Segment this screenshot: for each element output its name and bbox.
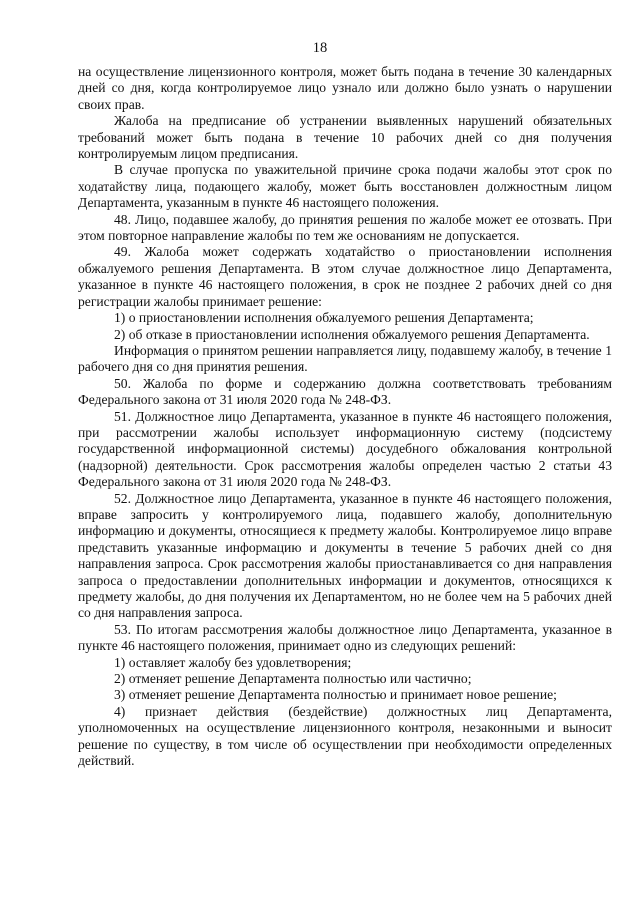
paragraph-item-49-sub-1: 1) о приостановлении исполнения обжалуемого решения Департамента; [114,310,534,326]
paragraph-prescription-complaint: Жалоба на предписание об устранении выявленных нарушений обязательных требований может быть подана в течение 10 рабочих дней со дня получения контролируемым лицом предписания. [78,113,612,162]
paragraph-item-50: 50. Жалоба по форме и содержанию должна соответствовать требованиям Федерального закона от 31 июля 2020 года № 248-ФЗ. [78,375,612,408]
paragraph-item-51: 51. Должностное лицо Департамента, указанное в пункте 46 настоящего положения, при рассмотрении жалобы использует информационную систему (подсистему государственной информационной системы) досудебного обжалования контрольной (надзорной) деятельности. Срок рассмотрения жалобы определен частью 2 статьи 43 Федерального закона от 31 июля 2020 года № 248-ФЗ. [78,408,612,490]
paragraph-item-48: 48. Лицо, подавшее жалобу, до принятия решения по жалобе может ее отозвать. При этом повторное направление жалобы по тем же основаниям не допускается. [78,211,612,244]
paragraph-item-49-sub-2: 2) об отказе в приостановлении исполнения обжалуемого решения Департамента. [114,326,590,342]
paragraph-item-52: 52. Должностное лицо Департамента, указанное в пункте 46 настоящего положения, вправе запросить у контролируемого лица, подавшего жалобу, дополнительную информацию и документы, относящиеся к предмету жалобы. Контролируемое лицо вправе представить указанные информацию и документы в течение 5 рабочих дней со дня направления запроса. Срок рассмотрения жалобы приостанавливается со дня направления запроса о предоставлении дополнительных информации и документов, относящихся к предмету жалобы, до дня получения их Департаментом, но не более чем на 5 рабочих дней со дня направления запроса. [78,490,612,621]
paragraph-deadline-restoration: В случае пропуска по уважительной причине срока подачи жалобы этот срок по ходатайству лица, подающего жалобу, может быть восстановлен должностным лицом Департамента, указанным в пункте 46 настоящего положения. [78,162,612,211]
paragraph-item-49: 49. Жалоба может содержать ходатайство о приостановлении исполнения обжалуемого решения Департамента. В этом случае должностное лицо Департамента, указанное в пункте 46 настоящего положения, в срок не позднее 2 рабочих дней со дня регистрации жалобы принимает решение: [78,244,612,309]
paragraph-item-53-sub-1: 1) оставляет жалобу без удовлетворения; [114,654,352,670]
paragraph-item-53-sub-2: 2) отменяет решение Департамента полностью или частично; [114,671,472,687]
page-number: 18 [312,40,328,56]
paragraph-item-53-sub-4: 4) признает действия (бездействие) должностных лиц Департамента, уполномоченных на осуществление лицензионного контроля, незаконными и выносит решение по существу, в том числе об осуществлении при необходимости определенных действий. [78,703,612,769]
paragraph-item-53-sub-3: 3) отменяет решение Департамента полностью и принимает новое решение; [114,687,557,703]
paragraph-item-53: 53. По итогам рассмотрения жалобы должностное лицо Департамента, указанное в пункте 46 настоящего положения, принимает одно из следующих решений: [78,621,612,654]
paragraph-continuation: на осуществление лицензионного контроля, может быть подана в течение 30 календарных дней со дня, когда контролируемое лицо узнало или должно было узнать о нарушении своих прав. [78,64,612,112]
paragraph-decision-notice: Информация о принятом решении направляется лицу, подавшему жалобу, в течение 1 рабочего дня со дня принятия решения. [78,342,612,375]
document-body [78,64,612,769]
